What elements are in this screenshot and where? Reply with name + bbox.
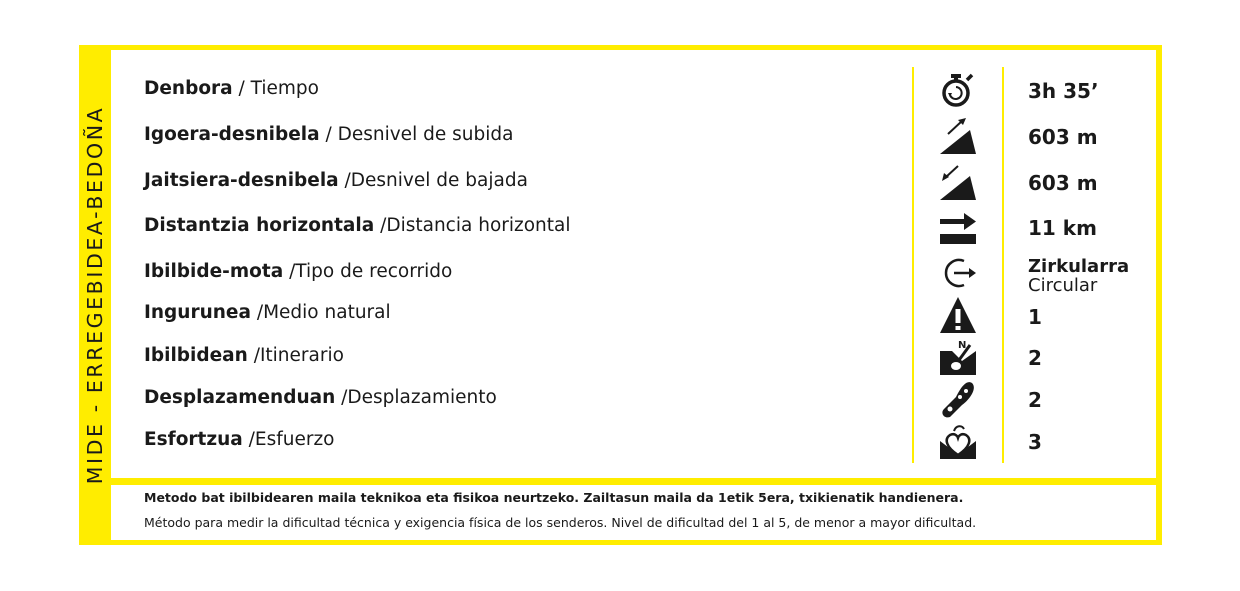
circular-route-icon [938, 253, 978, 293]
stopwatch-icon [938, 70, 978, 110]
row-label-descent: Jaitsiera-desnibela /Desnivel de bajada [144, 170, 528, 191]
distance-arrow-icon [938, 207, 978, 247]
row-label-environment: Ingurunea /Medio natural [144, 302, 391, 323]
value-descent: 603 m [1028, 171, 1098, 195]
compass-map-icon [938, 337, 978, 377]
row-label-ascent: Igoera-desnibela / Desnivel de subida [144, 124, 514, 145]
row-label-displacement: Desplazamenduan /Desplazamiento [144, 387, 497, 408]
footer-text-es: Método para medir la dificultad técnica y exigencia física de los senderos. Nivel de dificultad del 1 al 5, de menor a mayor dificultad. [144, 515, 977, 530]
value-route-type-es: Circular [1028, 275, 1098, 296]
footprint-icon [938, 379, 978, 419]
footer-text-eu: Metodo bat ibilbidearen maila teknikoa eta fisikoa neurtzeko. Zailtasun maila da 1etik 5era, txikienatik handienera. [144, 490, 964, 505]
warning-triangle-icon [938, 295, 978, 335]
row-label-effort: Esfortzua /Esfuerzo [144, 429, 335, 450]
value-route-type: Zirkularra [1028, 256, 1130, 277]
value-time: 3h 35’ [1028, 79, 1099, 103]
value-effort: 3 [1028, 430, 1042, 454]
side-label: MIDE - ERREGEBIDEA-BEDOÑA [83, 105, 107, 485]
value-environment: 1 [1028, 305, 1042, 329]
row-label-route-type: Ibilbide-mota /Tipo de recorrido [144, 261, 453, 282]
svg-text:N: N [958, 340, 967, 351]
row-label-itinerary: Ibilbidean /Itinerario [144, 345, 344, 366]
column-divider-right [1002, 67, 1004, 463]
value-itinerary: 2 [1028, 346, 1042, 370]
value-ascent: 603 m [1028, 125, 1098, 149]
descent-icon [938, 162, 978, 202]
value-distance: 11 km [1028, 216, 1097, 240]
value-displacement: 2 [1028, 388, 1042, 412]
row-label-distance: Distantzia horizontala /Distancia horizontal [144, 215, 571, 236]
heart-effort-icon [938, 421, 978, 461]
column-divider-left [912, 67, 914, 463]
ascent-icon [938, 116, 978, 156]
row-label-time: Denbora / Tiempo [144, 78, 319, 99]
